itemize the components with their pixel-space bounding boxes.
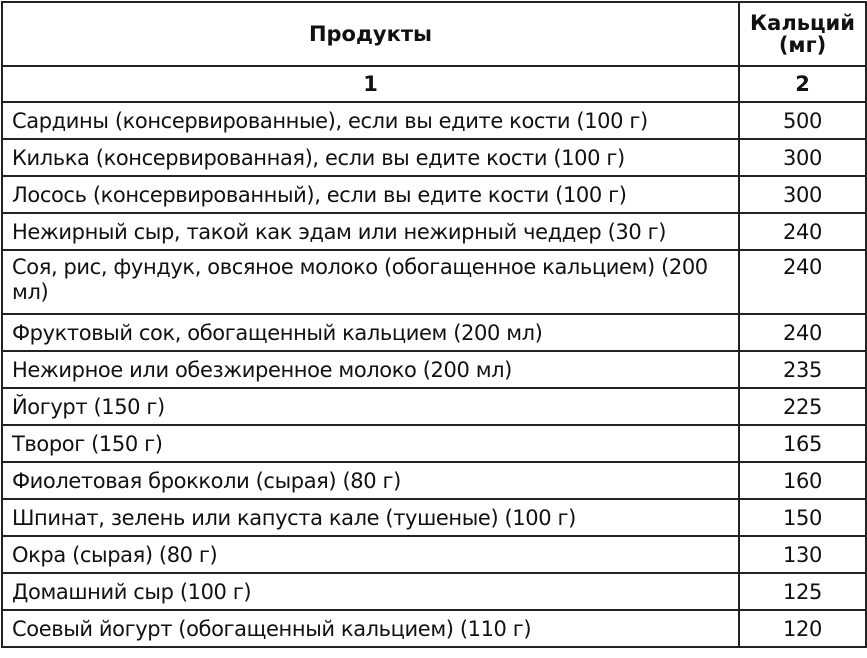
product-cell: Нежирный сыр, такой как эдам или нежирный чеддер (30 г) — [2, 213, 739, 250]
product-cell: Шпинат, зелень или капуста кале (тушеные) (100 г) — [2, 499, 739, 536]
product-cell: Килька (консервированная), если вы едите кости (100 г) — [2, 139, 739, 176]
product-cell: Йогурт (150 г) — [2, 388, 739, 425]
calcium-table — [1, 1, 867, 648]
calcium-cell: 300 — [739, 139, 866, 176]
calcium-cell: 150 — [739, 499, 866, 536]
calcium-cell: 225 — [739, 388, 866, 425]
calcium-cell: 160 — [739, 462, 866, 499]
calcium-cell: 165 — [739, 425, 866, 462]
calcium-cell: 240 — [739, 250, 866, 314]
calcium-cell: 500 — [739, 102, 866, 139]
table-row — [2, 610, 866, 647]
product-cell: Сардины (консервированные), если вы едите кости (100 г) — [2, 102, 739, 139]
calcium-cell: 240 — [739, 213, 866, 250]
calcium-cell: 240 — [739, 314, 866, 351]
table-row — [2, 536, 866, 573]
product-cell: Соевый йогурт (обогащенный кальцием) (110 г) — [2, 610, 739, 647]
calcium-cell: 235 — [739, 351, 866, 388]
product-cell: Окра (сырая) (80 г) — [2, 536, 739, 573]
calcium-cell: 130 — [739, 536, 866, 573]
column-number-products: 1 — [2, 66, 739, 102]
product-cell: Фруктовый сок, обогащенный кальцием (200 мл) — [2, 314, 739, 351]
header-products: Продукты — [2, 2, 739, 66]
table-row — [2, 351, 866, 388]
header-calcium: Кальций (мг) — [739, 2, 866, 66]
table-row — [2, 250, 866, 314]
product-cell: Фиолетовая брокколи (сырая) (80 г) — [2, 462, 739, 499]
table-row — [2, 176, 866, 213]
column-number-row — [2, 66, 866, 102]
calcium-cell: 125 — [739, 573, 866, 610]
table-row — [2, 314, 866, 351]
product-cell: Домашний сыр (100 г) — [2, 573, 739, 610]
calcium-cell: 300 — [739, 176, 866, 213]
product-cell: Творог (150 г) — [2, 425, 739, 462]
calcium-cell: 120 — [739, 610, 866, 647]
column-number-calcium: 2 — [739, 66, 866, 102]
table-row — [2, 499, 866, 536]
table-header-row — [2, 2, 866, 66]
table-row — [2, 102, 866, 139]
table-row — [2, 139, 866, 176]
table-row — [2, 462, 866, 499]
table-row — [2, 388, 866, 425]
table-row — [2, 425, 866, 462]
table-row — [2, 213, 866, 250]
product-cell: Лосось (консервированный), если вы едите кости (100 г) — [2, 176, 739, 213]
table-row — [2, 573, 866, 610]
product-cell: Нежирное или обезжиренное молоко (200 мл) — [2, 351, 739, 388]
product-cell: Соя, рис, фундук, овсяное молоко (обогащенное кальцием) (200 мл) — [2, 250, 739, 314]
